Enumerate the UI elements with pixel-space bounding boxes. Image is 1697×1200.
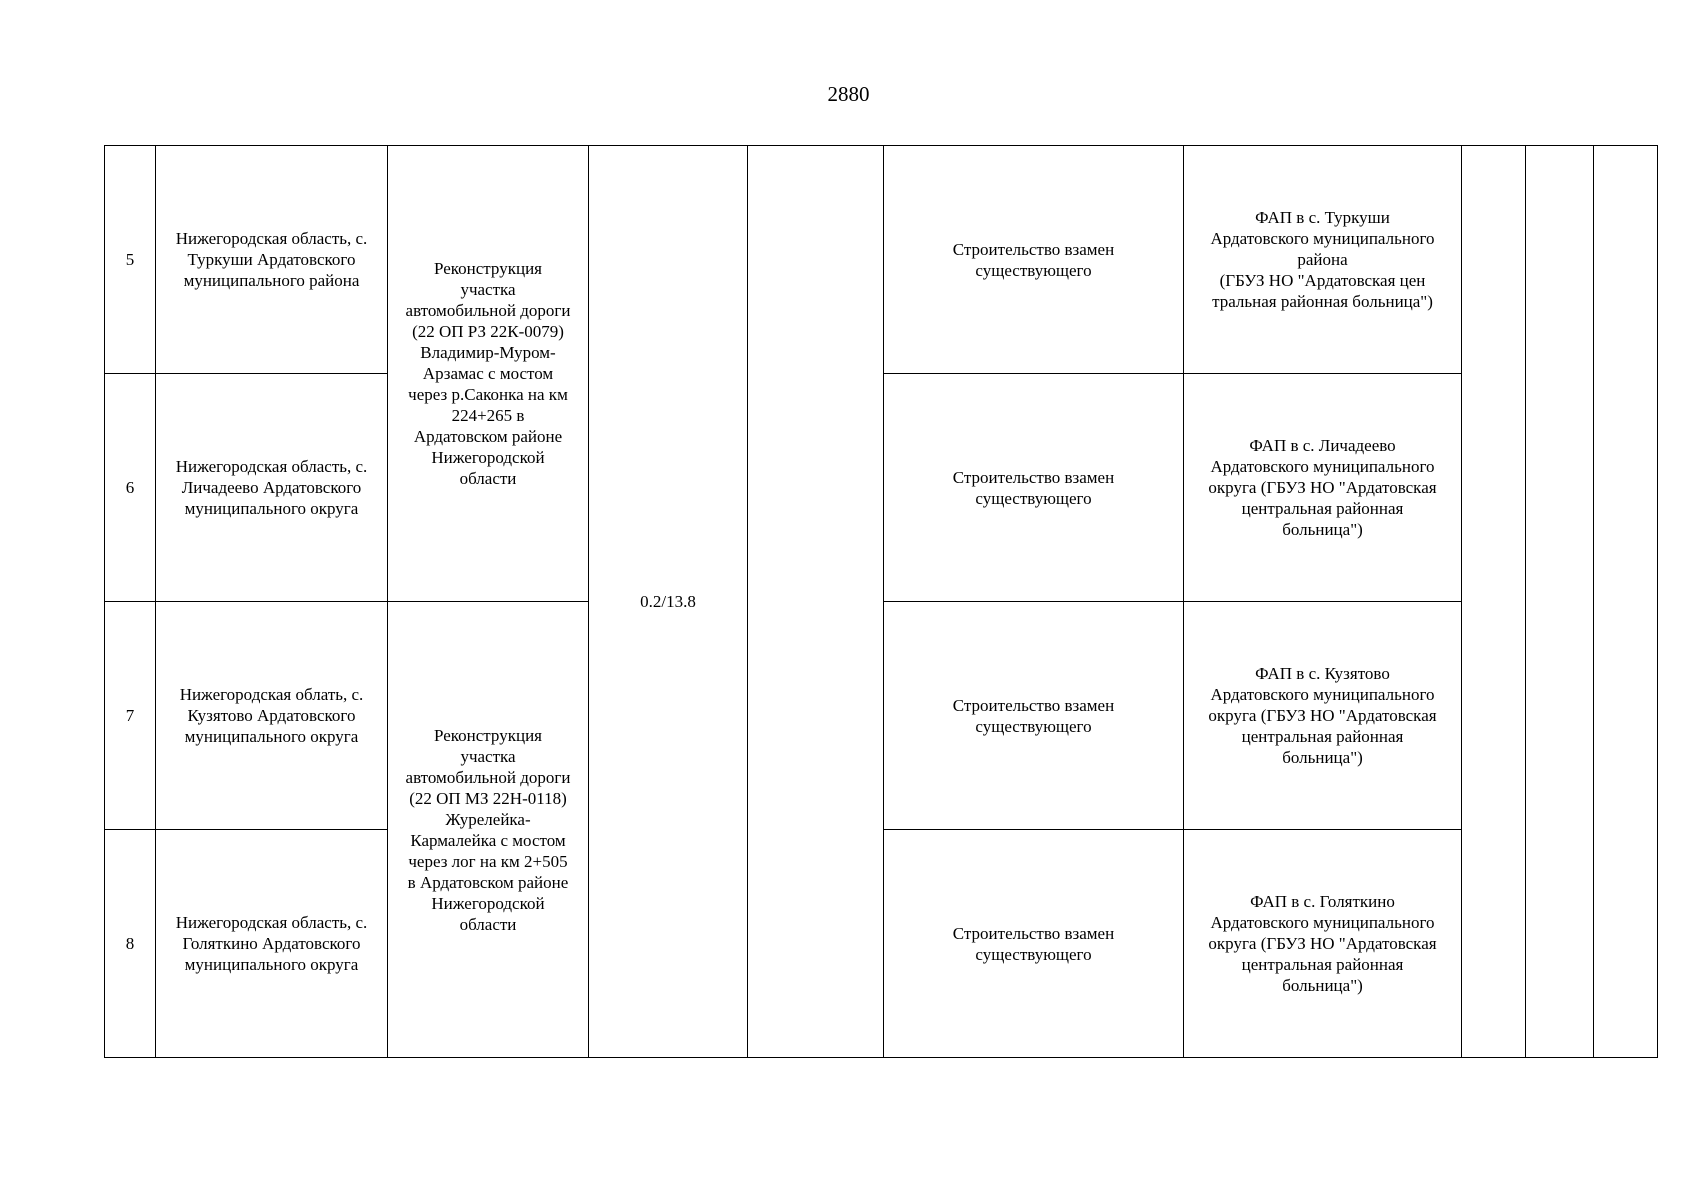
- location-line: муниципального округа: [184, 955, 359, 974]
- facility-line: округа (ГБУЗ НО "Ардатовская: [1208, 478, 1437, 497]
- work-type-cell: [884, 602, 1184, 830]
- facility-line: ФАП в с. Кузятово: [1255, 664, 1390, 683]
- facility-line: Ардатовского муниципального: [1210, 913, 1435, 932]
- facility-line: ФАП в с. Туркуши: [1255, 208, 1390, 227]
- road-project-line: Кармалейка с мостом: [410, 830, 566, 850]
- location-line: Нижегородская область, с.: [175, 913, 368, 932]
- road-project-line: Владимир-Муром-: [420, 343, 556, 362]
- road-project-line: Нижегородской: [431, 893, 545, 913]
- work-type-cell: [884, 830, 1184, 1058]
- road-project-line: (22 ОП РЗ 22К-0079): [412, 322, 564, 341]
- document-table: [104, 145, 1658, 1058]
- work-type-cell: [884, 146, 1184, 374]
- location-cell: [156, 830, 388, 1058]
- facility-line: Ардатовского муниципального: [1210, 685, 1435, 704]
- location-line: Нижегородская область, с.: [175, 229, 368, 248]
- work-type-line: Строительство взамен: [952, 239, 1115, 259]
- road-project-line: (22 ОП МЗ 22Н-0118): [409, 788, 567, 808]
- facility-cell: [1184, 146, 1462, 374]
- road-project-line: участка: [460, 280, 516, 299]
- road-project-cell: [388, 602, 589, 1058]
- road-project-line: Реконструкция: [433, 259, 542, 278]
- work-type-line: существующего: [975, 944, 1092, 964]
- facility-cell: [1184, 602, 1462, 830]
- location-line: муниципального округа: [184, 727, 359, 746]
- road-project-line: в Ардатовском районе: [407, 872, 569, 892]
- facility-line: Ардатовского муниципального: [1210, 229, 1435, 248]
- facility-cell: [1184, 374, 1462, 602]
- facility-cell: [1184, 830, 1462, 1058]
- work-type-line: Строительство взамен: [952, 467, 1115, 487]
- location-line: Нижегородская облать, с.: [179, 685, 364, 704]
- road-project-line: через лог на км 2+505: [408, 851, 568, 871]
- facility-line: Ардатовского муниципального: [1210, 457, 1435, 476]
- road-project-line: Ардатовском районе: [413, 427, 563, 446]
- road-project-line: автомобильной дороги: [405, 301, 571, 320]
- row-number-cell: 7: [105, 602, 156, 830]
- road-project-line: Нижегородской: [431, 448, 545, 467]
- work-type-line: существующего: [975, 488, 1092, 508]
- row-number-cell: 5: [105, 146, 156, 374]
- location-line: Нижегородская область, с.: [175, 457, 368, 476]
- location-line: Личадеево Ардатовского: [181, 478, 362, 497]
- road-project-line: области: [459, 914, 517, 934]
- empty-cell: [1462, 146, 1526, 1058]
- work-type-line: Строительство взамен: [952, 923, 1115, 943]
- facility-line: тральная районная больница"): [1212, 292, 1433, 311]
- road-project-line: Арзамас с мостом: [422, 364, 554, 383]
- road-project-line: Журелейка-: [445, 809, 531, 829]
- facility-line: центральная районная: [1241, 955, 1404, 974]
- road-project-line: участка: [460, 746, 516, 766]
- road-project-line: автомобильной дороги: [405, 767, 571, 787]
- empty-cell: [748, 146, 884, 1058]
- facility-line: ФАП в с. Голяткино: [1250, 892, 1395, 911]
- road-project-line: области: [459, 469, 517, 488]
- location-cell: [156, 146, 388, 374]
- facility-line: района: [1297, 250, 1348, 269]
- work-type-line: существующего: [975, 716, 1092, 736]
- location-line: Туркуши Ардатовского: [187, 250, 356, 269]
- facility-line: центральная районная: [1241, 499, 1404, 518]
- empty-cell: [1594, 146, 1658, 1058]
- road-project-line: Реконструкция: [433, 725, 542, 745]
- location-line: Кузятово Ардатовского: [187, 706, 356, 725]
- location-cell: [156, 374, 388, 602]
- facility-line: центральная районная: [1241, 727, 1404, 746]
- road-project-cell: [388, 146, 589, 602]
- row-number-cell: 8: [105, 830, 156, 1058]
- page-number: 2880: [827, 82, 870, 106]
- facility-line: округа (ГБУЗ НО "Ардатовская: [1208, 706, 1437, 725]
- work-type-line: Строительство взамен: [952, 695, 1115, 715]
- facility-line: больница"): [1282, 976, 1363, 995]
- facility-line: ФАП в с. Личадеево: [1249, 436, 1396, 455]
- facility-line: больница"): [1282, 520, 1363, 539]
- table-row: [105, 146, 1658, 374]
- row-number-cell: 6: [105, 374, 156, 602]
- distance-cell: 0.2/13.8: [589, 146, 748, 1058]
- location-line: муниципального округа: [184, 499, 359, 518]
- facility-line: больница"): [1282, 748, 1363, 767]
- road-project-line: 224+265 в: [451, 406, 525, 425]
- facility-line: округа (ГБУЗ НО "Ардатовская: [1208, 934, 1437, 953]
- location-line: Голяткино Ардатовского: [182, 934, 361, 953]
- location-line: муниципального района: [183, 271, 360, 290]
- work-type-cell: [884, 374, 1184, 602]
- empty-cell: [1526, 146, 1594, 1058]
- facility-line: (ГБУЗ НО "Ардатовская цен: [1219, 271, 1426, 290]
- road-project-line: через р.Саконка на км: [408, 385, 568, 404]
- location-cell: [156, 602, 388, 830]
- work-type-line: существующего: [975, 260, 1092, 280]
